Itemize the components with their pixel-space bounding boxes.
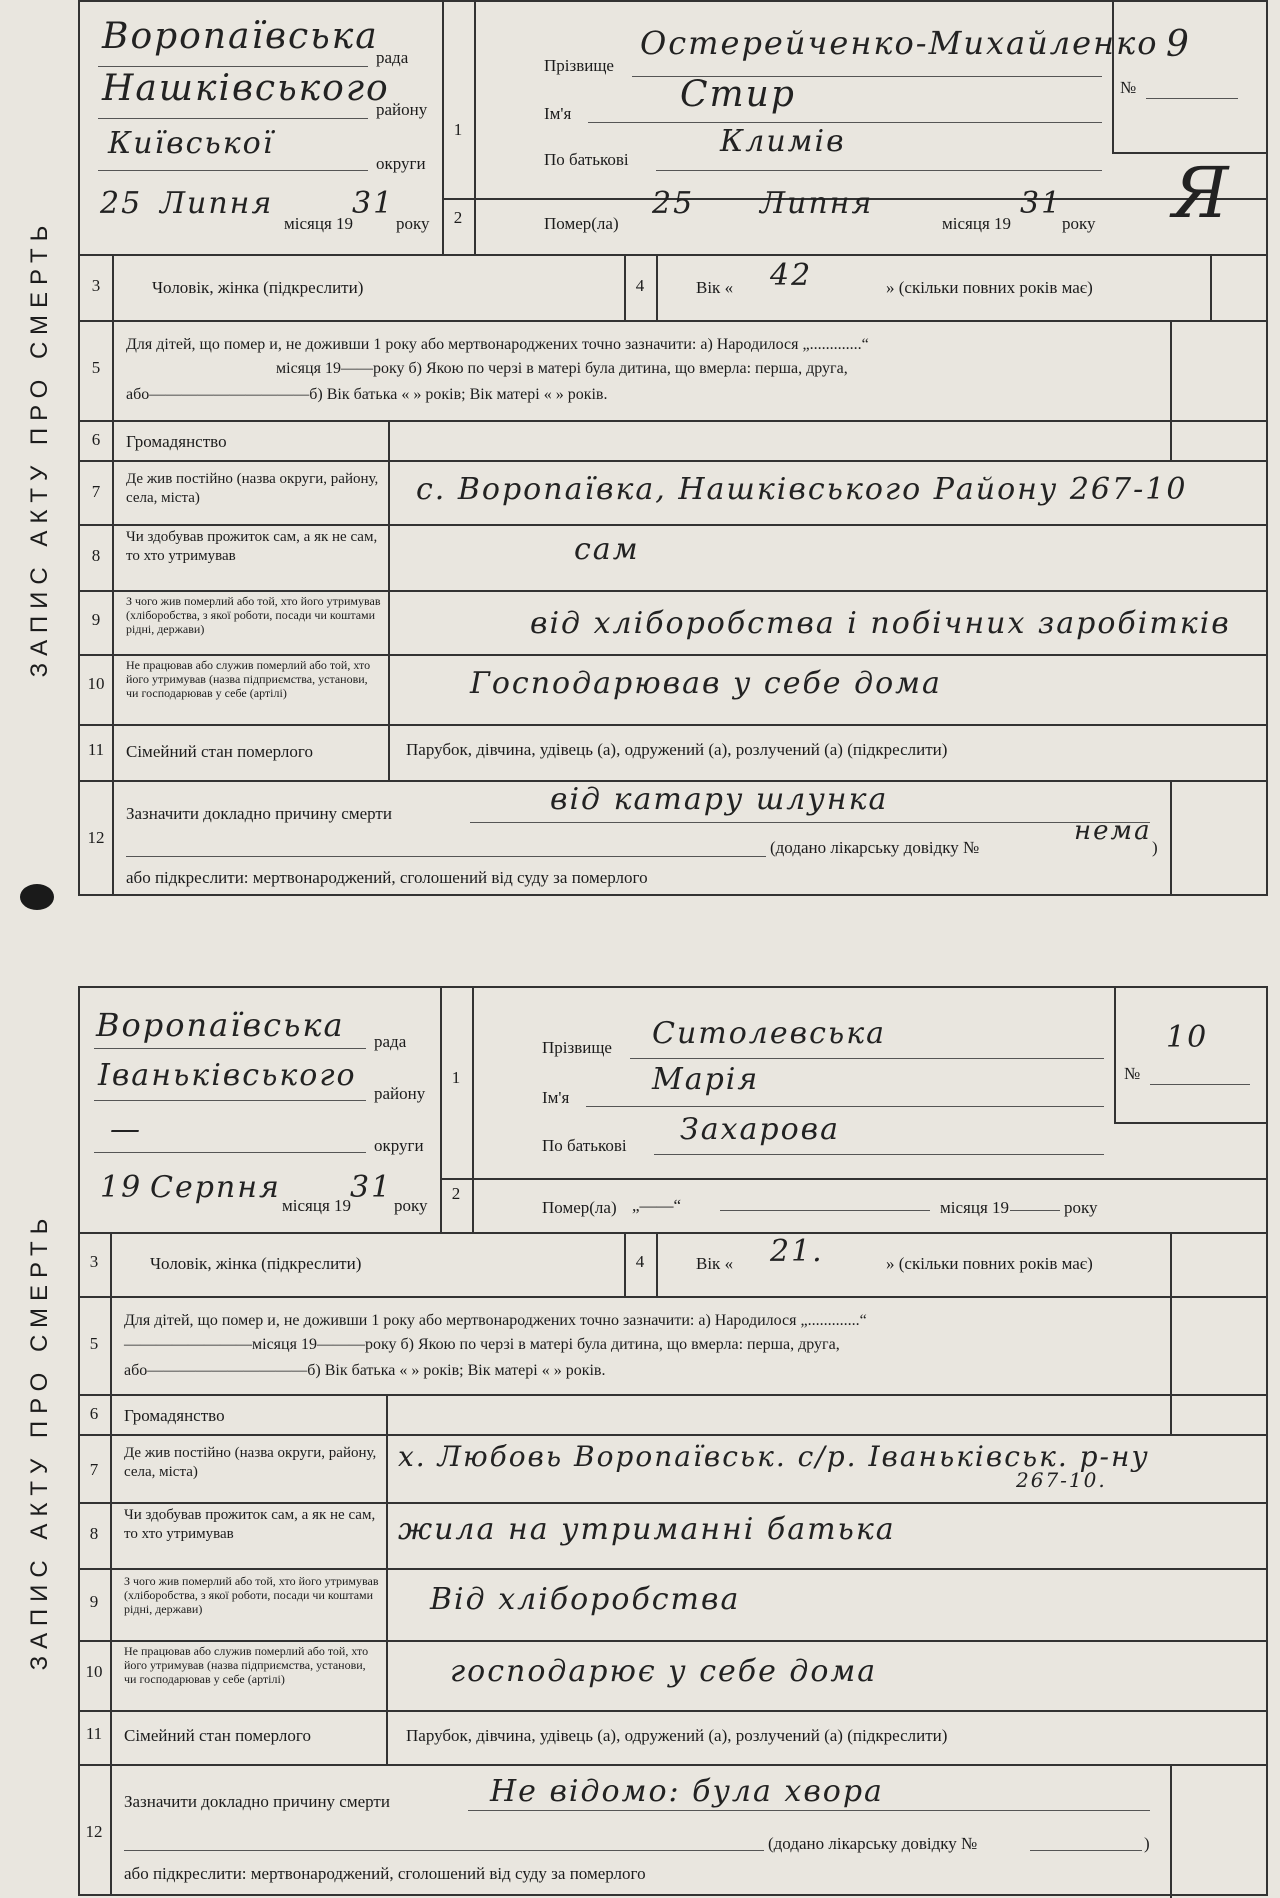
form-frame xyxy=(78,986,1268,1896)
year-label: року xyxy=(394,1196,428,1215)
r10-label: Не працював або служив померлий або той, хто його утримував (назва підприємства, установи, чи господарював у себе (артілі) xyxy=(126,658,371,701)
surname-label: Прізвище xyxy=(544,56,614,75)
patronymic-label: По батькові xyxy=(542,1136,627,1155)
side-title xyxy=(0,986,78,1896)
surname-value: Остерейченко-Михайленко xyxy=(640,24,1159,62)
age-value: 42 xyxy=(770,258,813,293)
r12-line2: (додано лікарську довідку № xyxy=(768,1834,978,1853)
age-suffix: » (скільки повних років має) xyxy=(886,1254,1093,1273)
raion-value: Нашківського xyxy=(102,68,390,109)
r12-line1: Зазначити докладно причину смерти xyxy=(124,1792,390,1811)
row-number-11: 11 xyxy=(87,740,105,759)
row-number-6: 6 xyxy=(91,430,101,449)
died-year-label: року xyxy=(1062,214,1096,233)
r8-value: жила на утриманні батька xyxy=(398,1512,896,1547)
r8-value: сам xyxy=(574,532,640,567)
name-value: Марія xyxy=(652,1062,760,1097)
r12-value: від катару шлунка xyxy=(550,782,889,817)
r12-value: Не відомо: була хвора xyxy=(490,1774,884,1809)
row-number-11: 11 xyxy=(85,1724,103,1743)
row-number-10: 10 xyxy=(85,1662,103,1681)
name-label: Ім'я xyxy=(542,1088,570,1107)
name-value: Стир xyxy=(680,74,796,115)
death-record-form-1 xyxy=(0,0,1268,896)
row-number-2: 2 xyxy=(453,208,463,227)
ink-blot xyxy=(20,884,54,910)
r12-line2: (додано лікарську довідку № xyxy=(770,838,980,857)
row-number-7: 7 xyxy=(89,1460,99,1479)
surname-value: Ситолевська xyxy=(652,1016,887,1051)
r7-label: Де жив постійно (назва округи, району, села, міста) xyxy=(124,1445,377,1480)
row5-line2: місяця 19——року б) Якою по черзі в матері була дитина, що вмерла: перша, друга, xyxy=(276,360,848,377)
age-value: 21. xyxy=(770,1234,824,1269)
raion-label: району xyxy=(376,100,428,119)
rada-label: рада xyxy=(374,1032,407,1051)
side-title xyxy=(0,0,78,896)
raion-label: району xyxy=(374,1084,426,1103)
r12-line3: або підкреслити: мертвонароджений, сголошений від суду за померлого xyxy=(126,868,648,887)
rada-value: Воропаївська xyxy=(102,16,379,57)
r9-value: від хліборобства і побічних заробітків xyxy=(530,606,1231,641)
row-number-12: 12 xyxy=(85,1822,103,1841)
reg-date-day: 19 xyxy=(100,1170,143,1205)
reg-date-month: Липня xyxy=(160,186,274,221)
died-year: 31 xyxy=(1020,186,1063,221)
r9-value: Від хліборобства xyxy=(430,1582,741,1617)
r10-label: Не працював або служив померлий або той, хто його утримував (назва підприємства, установи, чи господарював у себе (артілі) xyxy=(124,1644,369,1687)
r7-value: х. Любовь Воропаївськ. с/р. Іваньківськ. р-ну xyxy=(398,1440,1150,1473)
patronymic-label: По батькові xyxy=(544,150,629,169)
row-number-9: 9 xyxy=(91,610,101,629)
r7-label: Де жив постійно (назва округи, району, села, міста) xyxy=(126,471,379,506)
year-label: року xyxy=(396,214,430,233)
row-number-4: 4 xyxy=(635,1252,645,1271)
okruha-label: округи xyxy=(374,1136,424,1155)
number-value: 9 xyxy=(1166,24,1191,65)
row-number-1: 1 xyxy=(451,1068,461,1087)
died-label: Помер(ла) xyxy=(542,1198,617,1217)
row-number-8: 8 xyxy=(91,546,101,565)
form-frame xyxy=(78,0,1268,896)
age-label: Вік « xyxy=(696,1254,734,1273)
row-number-3: 3 xyxy=(89,1252,99,1271)
raion-value: Іваньківського xyxy=(98,1058,357,1093)
row-number-5: 5 xyxy=(91,358,101,377)
died-year-label: року xyxy=(1064,1198,1098,1217)
row-number-10: 10 xyxy=(87,674,105,693)
row-number-12: 12 xyxy=(87,828,105,847)
patronymic-value: Захарова xyxy=(680,1112,840,1147)
row-number-4: 4 xyxy=(635,276,645,295)
month-label: місяця 19 xyxy=(282,1196,352,1215)
number-label: № xyxy=(1120,78,1137,97)
okruha-value: — xyxy=(110,1112,142,1147)
okruha-label: округи xyxy=(376,154,426,173)
rada-value: Воропаївська xyxy=(96,1006,345,1044)
r12-line2-end: ) xyxy=(1144,1834,1150,1853)
sex-field: Чоловік, жінка (підкреслити) xyxy=(150,1254,362,1273)
row-number-6: 6 xyxy=(89,1404,99,1423)
r12-line3: або підкреслити: мертвонароджений, сголошений від суду за померлого xyxy=(124,1864,646,1883)
age-suffix: » (скільки повних років має) xyxy=(886,278,1093,297)
r10-value: господарює у себе дома xyxy=(450,1654,878,1689)
r12-line1: Зазначити докладно причину смерти xyxy=(126,804,392,823)
reg-date-year: 31 xyxy=(350,1170,393,1205)
r9-label: З чого жив померлий або той, хто його утримував (хліборобства, з якої роботи, посади чи коштами рідні, держави) xyxy=(126,594,381,637)
row5-line1: Для дітей, що помер и, не доживши 1 року або мертвонароджених точно зазначити: а) Народилося „.............“ xyxy=(126,336,869,353)
okruha-value: Київської xyxy=(108,126,275,161)
row-number-1: 1 xyxy=(453,120,463,139)
reg-date-year: 31 xyxy=(352,186,395,221)
row5-line3: або——————————б) Вік батька « » років; Вік матері « » років. xyxy=(126,386,608,403)
died-month-label: місяця 19 xyxy=(940,1198,1010,1217)
death-record-form-2 xyxy=(0,986,1268,1896)
died-month-label: місяця 19 xyxy=(942,214,1012,233)
r10-value: Господарював у себе дома xyxy=(470,666,942,701)
row-number-2: 2 xyxy=(451,1184,461,1203)
r11-value: Парубок, дівчина, удівець (а), одружений (а), розлучений (а) (підкреслити) xyxy=(406,1726,948,1745)
row5-line3: або——————————б) Вік батька « » років; Вік матері « » років. xyxy=(124,1362,606,1379)
side-title-text: ЗАПИС АКТУ ПРО СМЕРТЬ xyxy=(26,1211,53,1671)
rada-label: рада xyxy=(376,48,409,67)
row-number-8: 8 xyxy=(89,1524,99,1543)
r9-label: З чого жив померлий або той, хто його утримував (хліборобства, з якої роботи, посади чи коштами рідні, держави) xyxy=(124,1574,379,1617)
name-label: Ім'я xyxy=(544,104,572,123)
row5-line2: ————————місяця 19———року б) Якою по черзі в матері була дитина, що вмерла: перша, друга, xyxy=(124,1336,840,1353)
row-number-3: 3 xyxy=(91,276,101,295)
died-label: Помер(ла) xyxy=(544,214,619,233)
row5-line1: Для дітей, що помер и, не доживши 1 року або мертвонароджених точно зазначити: а) Народилося „.............“ xyxy=(124,1312,867,1329)
sex-field: Чоловік, жінка (підкреслити) xyxy=(152,278,364,297)
age-label: Вік « xyxy=(696,278,734,297)
month-label: місяця 19 xyxy=(284,214,354,233)
r6-label: Громадянство xyxy=(124,1406,225,1425)
r11-label: Сімейний стан померлого xyxy=(126,742,313,761)
row-number-9: 9 xyxy=(89,1592,99,1611)
r6-label: Громадянство xyxy=(126,432,227,451)
side-title-text: ЗАПИС АКТУ ПРО СМЕРТЬ xyxy=(26,218,53,678)
r11-label: Сімейний стан померлого xyxy=(124,1726,311,1745)
number-label: № xyxy=(1124,1064,1141,1083)
clerk-mark: Я xyxy=(1172,152,1229,234)
r8-label: Чи здобував прожиток сам, а як не сам, то хто утримував xyxy=(126,529,378,564)
number-value: 10 xyxy=(1166,1020,1209,1055)
died-month: Липня xyxy=(760,186,874,221)
r12-line2-end: ) xyxy=(1152,838,1158,857)
r8-label: Чи здобував прожиток сам, а як не сам, то хто утримував xyxy=(124,1507,376,1542)
r7-value: с. Воропаївка, Нашківського Району 267-10 xyxy=(416,472,1188,507)
r12-cert: нема xyxy=(1074,816,1152,846)
patronymic-value: Климів xyxy=(720,124,846,159)
row-number-5: 5 xyxy=(89,1334,99,1353)
surname-label: Прізвище xyxy=(542,1038,612,1057)
r7-value-2: 267-10. xyxy=(1016,1468,1107,1492)
died-day: 25 xyxy=(652,186,695,221)
r11-value: Парубок, дівчина, удівець (а), одружений (а), розлучений (а) (підкреслити) xyxy=(406,740,948,759)
reg-date-month: Серпня xyxy=(150,1170,281,1205)
reg-date-day: 25 xyxy=(100,186,143,221)
row-number-7: 7 xyxy=(91,482,101,501)
died-day-blank: „——“ xyxy=(632,1196,682,1215)
